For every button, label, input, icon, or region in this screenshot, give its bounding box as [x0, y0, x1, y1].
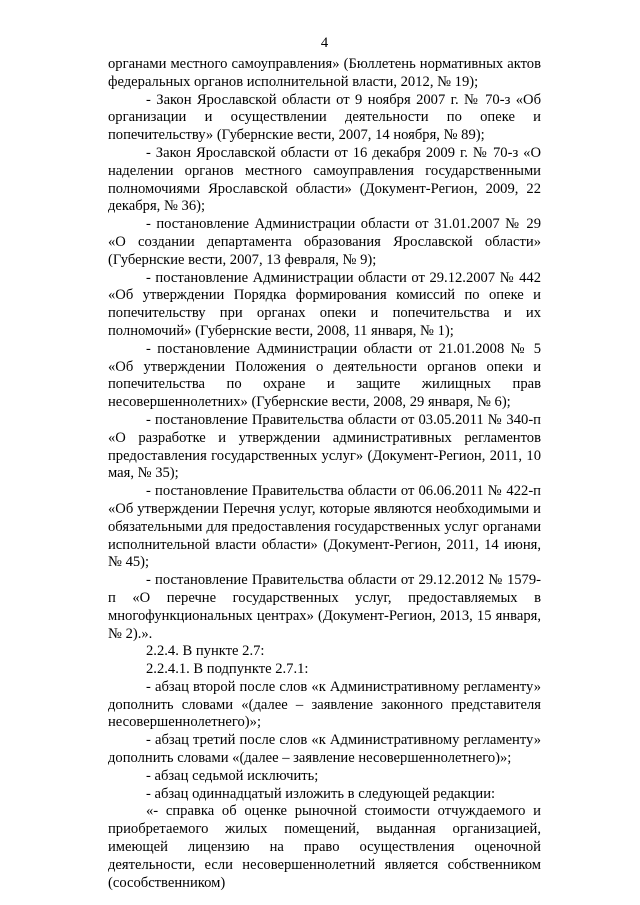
paragraph: - постановление Правительства области от 03.05.2011 № 340-п «О разработке и утверждении административных регламентов предоставления государственных услуг» (Документ-Регион, 2011, 10 мая, № 35); [108, 411, 541, 482]
paragraph: 2.2.4. В пункте 2.7: [146, 643, 265, 660]
paragraph: - абзац одиннадцатый изложить в следующей редакции: [146, 785, 496, 802]
paragraph: органами местного самоуправления» (Бюллетень нормативных актов федеральных органов исполнительной власти, 2012, № 19); [108, 56, 541, 90]
paragraph: - Закон Ярославской области от 16 декабря 2009 г. № 70-з «О наделении органов местного самоуправления государственными полномочиями Ярославской области» (Документ-Регион, 2009, 22 декабря, № 36); [108, 144, 541, 215]
paragraph: - Закон Ярославской области от 9 ноября 2007 г. № 70-з «Об организации и осуществлении деятельности по опеке и попечительству» (Губернские вести, 2007, 14 ноября, № 89); [108, 91, 541, 144]
paragraph: 2.2.4.1. В подпункте 2.7.1: [146, 661, 309, 678]
document-body [108, 56, 541, 892]
paragraph: - абзац второй после слов «к Административному регламенту» дополнить словами «(далее – заявление законного представителя несовершеннолетнего)»; [108, 678, 541, 731]
paragraph: - постановление Администрации области от 29.12.2007 № 442 «Об утверждении Порядка формирования комиссий по опеке и попечительству при органах опеки и попечительства и их полномочий» (Губернские вести, 2008, 11 января, № 1); [108, 269, 541, 339]
page-number: 4 [320, 35, 329, 51]
paragraph: - постановление Правительства области от 29.12.2012 № 1579-п «О перечне государственных услуг, предоставляемых в многофункциональных центрах» (Документ-Регион, 2013, 15 января, № 2).». [108, 572, 541, 642]
paragraph: «- справка об оценке рыночной стоимости отчуждаемого и приобретаемого жилых помещений, выданная организацией, имеющей лицензию на право осуществления оценочной деятельности, если несовершеннолетний является собственником (сособственником) [108, 803, 541, 891]
paragraph: - абзац седьмой исключить; [146, 767, 319, 784]
paragraph: - абзац третий после слов «к Административному регламенту» дополнить словами «(далее – заявление несовершеннолетнего)»; [108, 732, 541, 767]
paragraph: - постановление Правительства области от 06.06.2011 № 422-п «Об утверждении Перечня услуг, которые являются необходимыми и обязательными для предоставления государственных услуг органами исполнительной власти области» (Документ-Регион, 2011, 14 июня, № 45); [108, 483, 541, 571]
paragraph: - постановление Администрации области от 31.01.2007 № 29 «О создании департамента образования Ярославской области» (Губернские вести, 2007, 13 февраля, № 9); [108, 216, 541, 268]
paragraph: - постановление Администрации области от 21.01.2008 № 5 «Об утверждении Положения о деятельности органов опеки и попечительства по охране и защите жилищных прав несовершеннолетних» (Губернские вести, 2008, 29 января, № 6); [108, 340, 541, 411]
